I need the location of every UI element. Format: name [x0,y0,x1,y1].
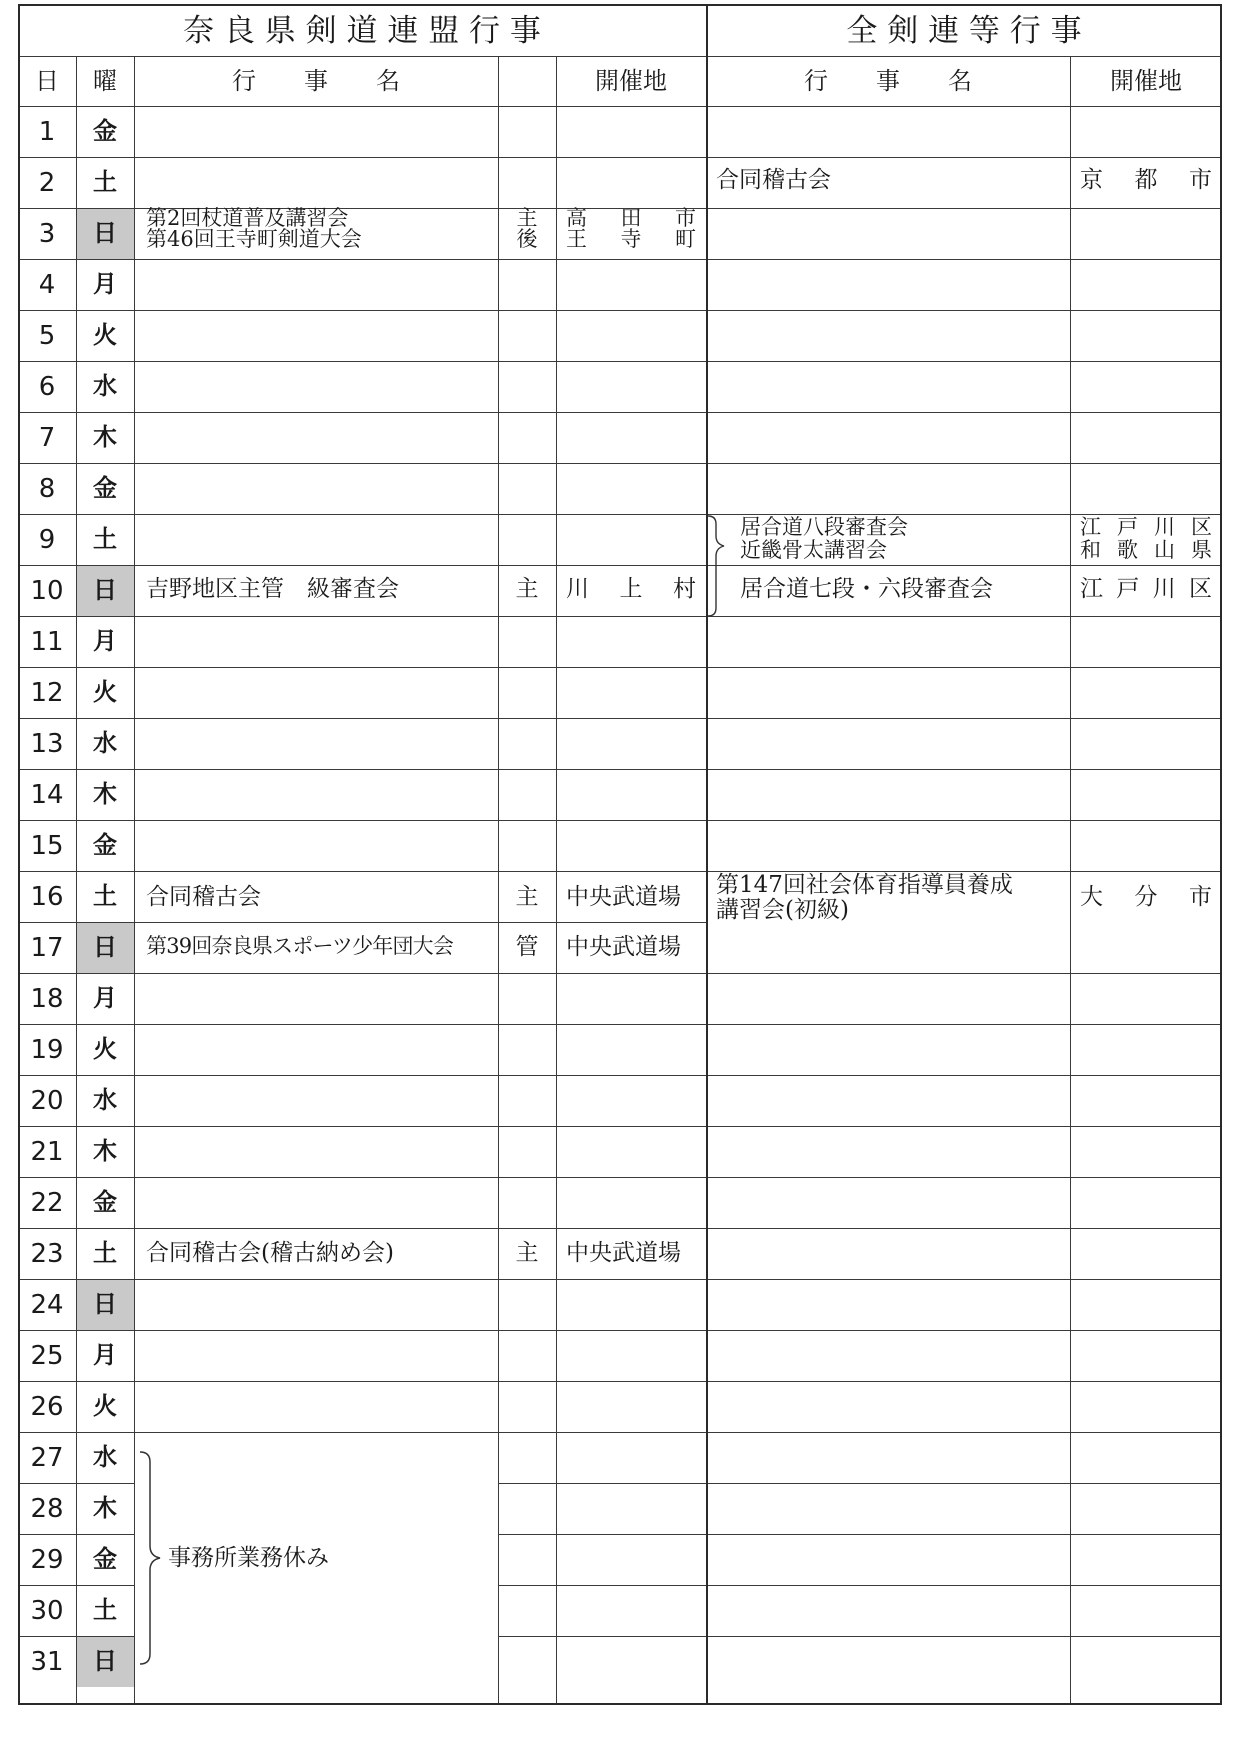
day-number: 14 [30,780,64,810]
day-number: 11 [30,627,64,657]
weekday: 土 [93,881,117,910]
weekday: 日 [93,575,117,604]
weekday: 土 [93,524,117,553]
day-number: 27 [30,1443,64,1473]
venue-d16: 中央武道場 [566,884,681,910]
brace-zen-days-9-10 [706,514,736,620]
day-number: 30 [30,1596,64,1626]
day-number: 21 [30,1137,64,1167]
zen-venue-d9-line2: 和 歌 山 県 [1080,538,1212,562]
venue-d10: 川 上 村 [566,576,696,602]
zen-event-d16-17-line1: 第147回社会体育指導員養成 [716,872,1013,898]
day-number: 12 [30,678,64,708]
day-number: 17 [30,933,64,963]
column-header-venue: 開催地 [595,67,667,95]
zen-event-d10: 居合道七段・六段審査会 [740,576,993,602]
column-header-event-name-2: 行 事 名 [804,67,972,95]
day-number: 26 [30,1392,64,1422]
event-d16: 合同稽古会 [146,884,261,910]
zen-venue-d9-line1: 江 戸 川 区 [1080,515,1212,539]
zen-event-d16-17-line2: 講習会(初級) [716,897,849,923]
role-d16: 主 [515,884,539,910]
day-number: 9 [38,525,56,555]
day-number: 3 [38,219,56,249]
venue-d3-line1: 高 田 市 [566,206,696,230]
day-number: 16 [30,882,64,912]
weekday: 火 [93,677,117,706]
day-number: 6 [38,372,56,402]
day-number: 23 [30,1239,64,1269]
weekday: 木 [93,1136,117,1165]
day-number: 5 [38,321,56,351]
nara-federation-events-title: 奈 良 県 剣 道 連 盟 行 事 [183,13,541,49]
day-number: 28 [30,1494,64,1524]
weekday: 木 [93,1493,117,1522]
day-number: 22 [30,1188,64,1218]
day-number: 2 [38,168,56,198]
column-header-event-name: 行 事 名 [232,67,400,95]
weekday: 月 [93,269,117,298]
day-number: 4 [38,270,56,300]
venue-d23: 中央武道場 [566,1240,681,1266]
weekday: 火 [93,1034,117,1063]
day-number: 10 [30,576,64,606]
weekday: 金 [93,1544,117,1573]
event-d17: 第39回奈良県スポーツ少年団大会 [146,934,454,958]
event-d3-line2: 第46回王寺町剣道大会 [146,227,362,251]
weekday: 日 [93,932,117,961]
event-d3-line1: 第2回杖道普及講習会 [146,206,349,230]
role-d17: 管 [515,934,539,960]
weekday: 金 [93,1187,117,1216]
event-d27-31-office-closed: 事務所業務休み [168,1545,329,1571]
day-number: 20 [30,1086,64,1116]
day-number: 15 [30,831,64,861]
zen-venue-d2: 京 都 市 [1080,167,1212,193]
event-calendar-table [18,4,1222,1705]
table-border [18,4,1222,1705]
day-number: 31 [30,1647,64,1677]
event-d23: 合同稽古会(稽古納め会) [146,1240,394,1266]
day-number: 8 [38,474,56,504]
weekday: 日 [93,1289,117,1318]
column-header-venue-2: 開催地 [1110,67,1182,95]
weekday: 水 [93,1085,117,1114]
column-header-weekday: 曜 [93,67,117,95]
day-number: 19 [30,1035,64,1065]
day-number: 1 [38,117,56,147]
day-number: 24 [30,1290,64,1320]
weekday: 火 [93,1391,117,1420]
weekday: 日 [93,1646,117,1675]
role-d3-line1: 主 [516,206,538,230]
role-d3-line2: 後 [516,227,538,251]
weekday: 日 [93,218,117,247]
role-d10: 主 [515,576,539,602]
day-number: 25 [30,1341,64,1371]
weekday: 月 [93,626,117,655]
weekday: 月 [93,1340,117,1369]
weekday: 金 [93,830,117,859]
weekday: 水 [93,728,117,757]
zen-event-d2: 合同稽古会 [716,167,831,193]
day-number: 13 [30,729,64,759]
day-number: 7 [38,423,56,453]
weekday: 水 [93,1442,117,1471]
zen-event-d9-line2: 近畿骨太講習会 [740,538,887,562]
weekday: 月 [93,983,117,1012]
role-d23: 主 [515,1240,539,1266]
weekday: 土 [93,1238,117,1267]
venue-d17: 中央武道場 [566,934,681,960]
day-number: 18 [30,984,64,1014]
column-header-day: 日 [35,67,59,95]
brace-days-27-31 [136,1450,170,1668]
zen-event-d9-line1: 居合道八段審査会 [740,515,908,539]
venue-d3-line2: 王 寺 町 [566,227,696,251]
weekday: 水 [93,371,117,400]
weekday: 金 [93,116,117,145]
weekday: 木 [93,422,117,451]
weekday: 木 [93,779,117,808]
all-japan-federation-events-title: 全 剣 連 等 行 事 [846,13,1082,49]
weekday: 金 [93,473,117,502]
weekday: 火 [93,320,117,349]
weekday: 土 [93,1595,117,1624]
zen-venue-d10: 江 戸 川 区 [1080,576,1212,602]
event-d10: 吉野地区主管 級審査会 [146,576,399,602]
zen-venue-d16-17: 大 分 市 [1080,884,1212,910]
weekday: 土 [93,167,117,196]
day-number: 29 [30,1545,64,1575]
